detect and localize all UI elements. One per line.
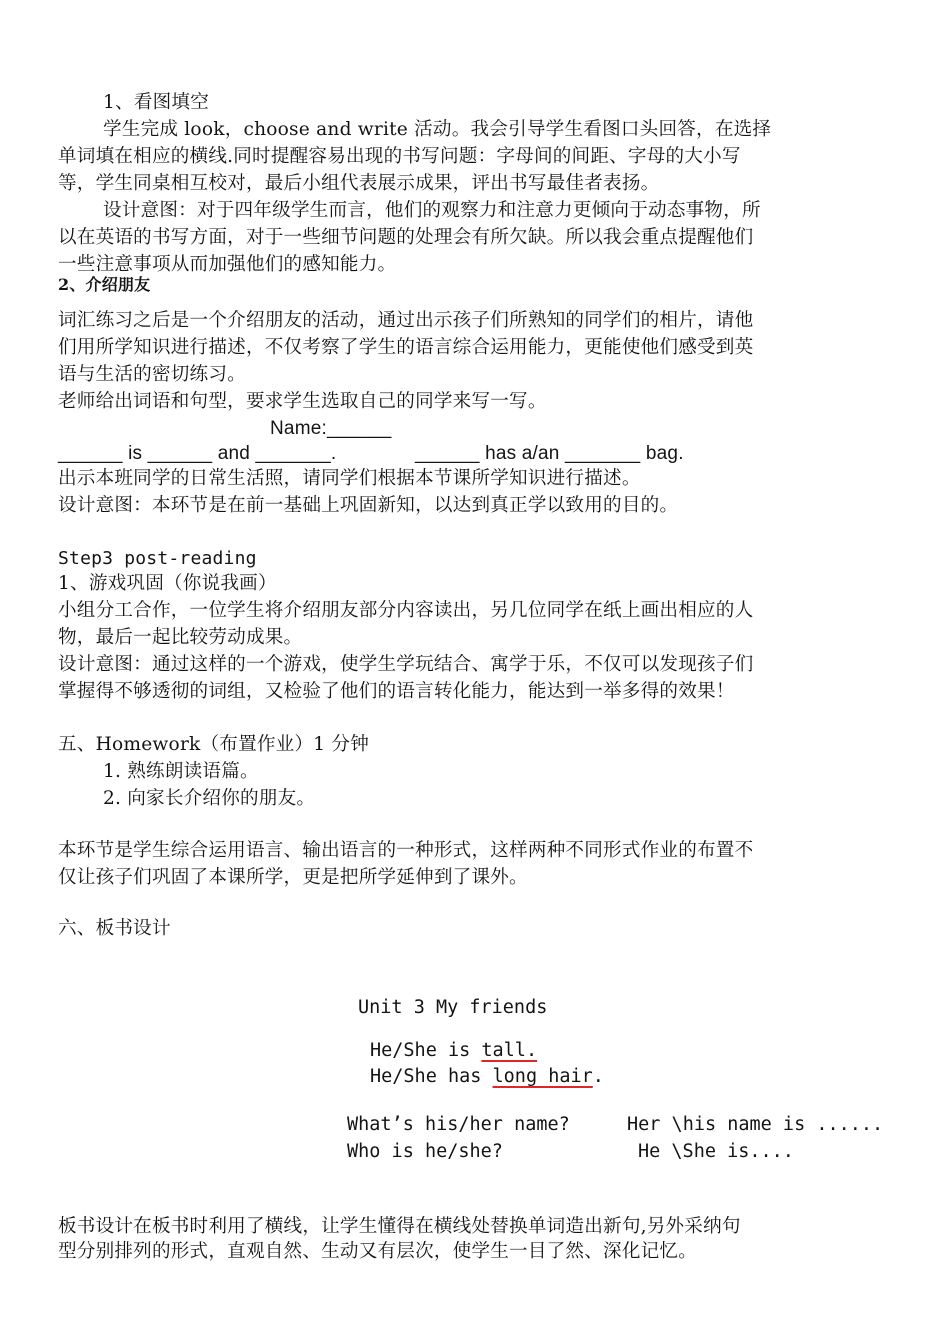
- section1-para-line: 等，学生同桌相互校对，最后小组代表展示成果，评出书写最佳者表扬。: [58, 173, 660, 194]
- board-line-2: [370, 1065, 604, 1089]
- board-line-2-suffix: .: [592, 1066, 604, 1087]
- board-note-line: 板书设计在板书时利用了横线，让学生懂得在横线处替换单词造出新句,另外采纳句: [58, 1216, 741, 1237]
- step3-heading: Step3 post-reading: [58, 548, 257, 569]
- step3-design-line: 掌握得不够透彻的词组，又检验了他们的语言转化能力，能达到一举多得的效果！: [58, 681, 735, 702]
- board-answer-2: He \She is....: [638, 1141, 794, 1162]
- section2-design: 设计意图：本环节是在前一基础上巩固新知，以达到真正学以致用的目的。: [58, 495, 679, 516]
- name-blank-line: Name:______: [270, 418, 392, 439]
- homework-item: 1. 熟练朗读语篇。: [103, 761, 259, 782]
- board-title: Unit 3 My friends: [358, 997, 548, 1018]
- section1-design-line: 以在英语的书写方面，对于一些细节问题的处理会有所欠缺。所以我会重点提醒他们: [58, 227, 754, 248]
- board-line-1-underlined-word: tall.: [481, 1040, 538, 1061]
- board-line-1: [370, 1039, 537, 1063]
- section2-para-line: 词汇练习之后是一个介绍朋友的活动，通过出示孩子们所熟知的同学们的相片，请他: [58, 310, 754, 331]
- section1-para-line: 单词填在相应的横线.同时提醒容易出现的书写问题：字母间的间距、字母的大小写: [58, 146, 741, 167]
- homework-note-line: 本环节是学生综合运用语言、输出语言的一种形式，这样两种不同形式作业的布置不: [58, 840, 754, 861]
- section1-para-line: 学生完成 look，choose and write 活动。我会引导学生看图口头回答，在选择: [103, 119, 772, 140]
- board-question-2: Who is he/she?: [347, 1141, 503, 1162]
- board-question-1: What’s his/her name?: [347, 1114, 570, 1135]
- step3-para-line: 小组分工合作，一位学生将介绍朋友部分内容读出，另几位同学在纸上画出相应的人: [58, 600, 754, 621]
- board-line-1-prefix: He/She is: [370, 1040, 482, 1061]
- section2-teacher-note: 老师给出词语和句型，要求学生选取自己的同学来写一写。: [58, 391, 547, 412]
- board-note-line: 型分别排列的形式，直观自然、生动又有层次，使学生一目了然、深化记忆。: [58, 1241, 697, 1262]
- step3-game-heading: 1、游戏巩固（你说我画）: [58, 573, 277, 594]
- homework-item: 2. 向家长介绍你的朋友。: [103, 788, 316, 809]
- section2-show-note: 出示本班同学的日常生活照，请同学们根据本节课所学知识进行描述。: [58, 468, 641, 489]
- step3-para-line: 物，最后一起比较劳动成果。: [58, 627, 303, 648]
- board-line-2-prefix: He/She has: [370, 1066, 493, 1087]
- section1-design-line: 一些注意事项从而加强他们的感知能力。: [58, 254, 397, 275]
- sentence-pattern-1: ______ is ______ and _______.: [58, 443, 337, 464]
- board-answer-1: Her \his name is ......: [627, 1114, 884, 1135]
- section2-heading: 2、介绍朋友: [58, 275, 151, 294]
- homework-heading: 五、Homework（布置作业）1 分钟: [58, 734, 369, 755]
- sentence-pattern-2: ______ has a/an _______ bag.: [415, 443, 684, 464]
- step3-design-line: 设计意图：通过这样的一个游戏，使学生学玩结合、寓学于乐，不仅可以发现孩子们: [58, 654, 754, 675]
- section1-design-line: 设计意图：对于四年级学生而言，他们的观察力和注意力更倾向于动态事物，所: [103, 200, 761, 221]
- section2-para-line: 们用所学知识进行描述，不仅考察了学生的语言综合运用能力，更能使他们感受到英: [58, 337, 754, 358]
- homework-note-line: 仅让孩子们巩固了本课所学，更是把所学延伸到了课外。: [58, 867, 528, 888]
- section2-para-line: 语与生活的密切练习。: [58, 364, 246, 385]
- board-line-2-underlined-word: long hair: [492, 1066, 593, 1087]
- section1-heading: 1、看图填空: [103, 92, 209, 113]
- board-heading: 六、板书设计: [58, 918, 171, 939]
